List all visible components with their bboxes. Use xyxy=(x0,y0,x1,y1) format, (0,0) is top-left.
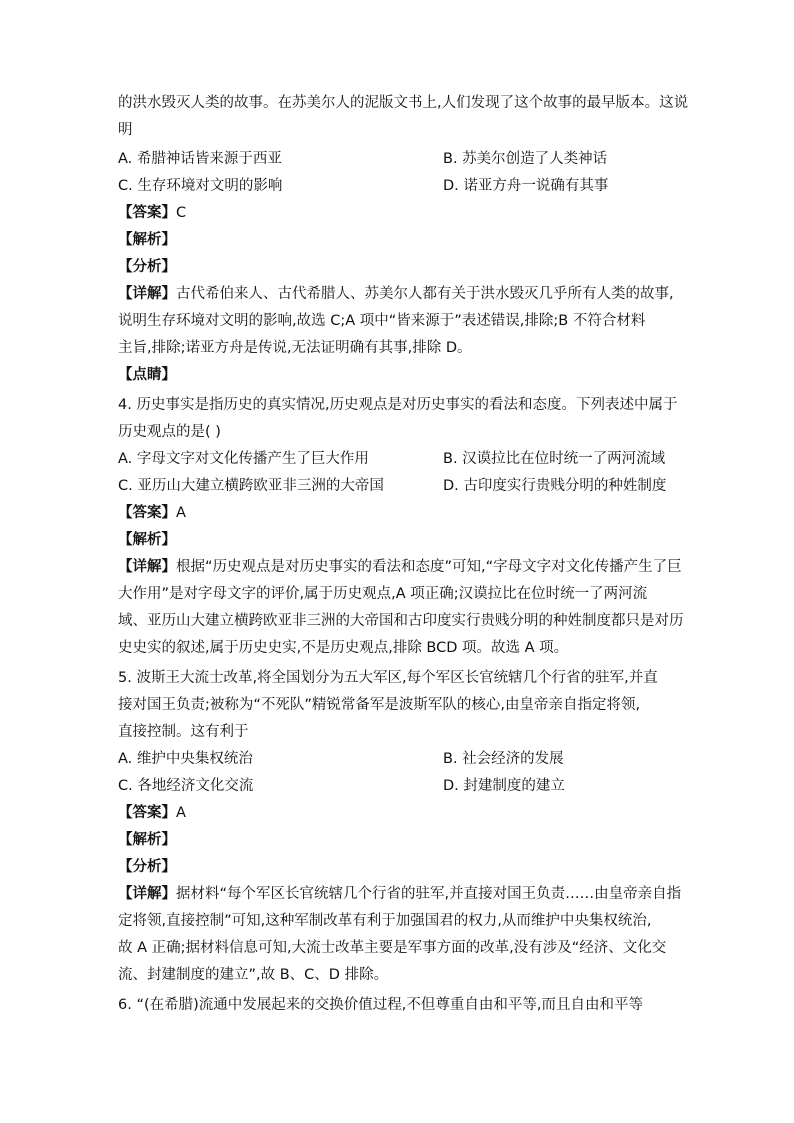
q5-option-a: A. 维护中央集权统治 xyxy=(118,751,253,767)
q4-stem-line-2: 历史观点的是( ) xyxy=(118,424,221,440)
q4-option-b: B. 汉谟拉比在位时统一了两河流域 xyxy=(443,451,666,467)
q3-answer xyxy=(118,200,678,227)
q4-xiangjie-line-4: 史史实的叙述,属于历史史实,不是历史观点,排除 BCD 项。故选 A 项。 xyxy=(118,640,569,656)
answer-tag: 【答案】 xyxy=(118,505,176,521)
q4-xiangjie-line-2: 大作用”是对字母文字的评价,属于历史观点,A 项正确;汉谟拉比在位时统一了两河流 xyxy=(118,586,648,602)
q4-stem-line-1: 4. 历史事实是指历史的真实情况,历史观点是对历史事实的看法和态度。下列表述中属于 xyxy=(118,397,678,413)
xiangjie-text: 根据“历史观点是对历史事实的看法和态度”可知,“字母文字对文化传播产生了巨 xyxy=(176,559,682,575)
q4-jiexi-tag: 【解析】 xyxy=(118,532,176,548)
q5-option-c: C. 各地经济文化交流 xyxy=(118,778,254,794)
q3-stem-line-2: 明 xyxy=(118,122,133,138)
xiangjie-text: 古代希伯来人、古代希腊人、苏美尔人都有关于洪水毁灭几乎所有人类的故事, xyxy=(176,286,674,302)
q5-stem-line-1: 5. 波斯王大流士改革,将全国划分为五大军区,每个军区长官统辖几个行省的驻军,并直 xyxy=(118,670,658,686)
answer-value: A xyxy=(176,505,186,521)
xiangjie-tag: 【详解】 xyxy=(118,559,176,575)
q4-xiangjie-line-1 xyxy=(118,554,682,581)
q3-option-c: C. 生存环境对文明的影响 xyxy=(118,178,283,194)
q3-option-a: A. 希腊神话皆来源于西亚 xyxy=(118,151,282,167)
q3-dianjing-tag: 【点睛】 xyxy=(118,367,176,383)
q4-xiangjie-line-3: 域、亚历山大建立横跨欧亚非三洲的大帝国和古印度实行贵贱分明的种姓制度都只是对历 xyxy=(118,613,684,629)
q5-jiexi-tag: 【解析】 xyxy=(118,832,176,848)
xiangjie-tag: 【详解】 xyxy=(118,286,176,302)
q5-option-b: B. 社会经济的发展 xyxy=(443,751,564,767)
q3-xiangjie-line-3: 主旨,排除;诺亚方舟是传说,无法证明确有其事,排除 D。 xyxy=(118,340,472,356)
q5-stem-line-3: 直接控制。这有利于 xyxy=(118,724,249,740)
q4-answer xyxy=(118,500,678,527)
xiangjie-text: 据材料“每个军区长官统辖几个行省的驻军,并直接对国王负责……由皇帝亲自指 xyxy=(176,886,682,902)
q4-option-c: C. 亚历山大建立横跨欧亚非三洲的大帝国 xyxy=(118,478,384,494)
q3-option-b: B. 苏美尔创造了人类神话 xyxy=(443,151,608,167)
q5-answer xyxy=(118,800,678,827)
q6-stem-line-1: 6. “(在希腊)流通中发展起来的交换价值过程,不但尊重自由和平等,而且自由和平等 xyxy=(118,997,643,1013)
q3-jiexi-tag: 【解析】 xyxy=(118,232,176,248)
answer-tag: 【答案】 xyxy=(118,205,176,221)
answer-value: A xyxy=(176,805,186,821)
q5-xiangjie-line-4: 流、封建制度的建立”,故 B、C、D 排除。 xyxy=(118,967,389,983)
q4-option-d: D. 古印度实行贵贱分明的种姓制度 xyxy=(443,478,667,494)
q3-stem-line-1: 的洪水毁灭人类的故事。在苏美尔人的泥版文书上,人们发现了这个故事的最早版本。这说 xyxy=(118,95,689,111)
q5-xiangjie-line-2: 定将领,直接控制”可知,这种军制改革有利于加强国君的权力,从而维护中央集权统治, xyxy=(118,913,652,929)
q5-fenxi-tag: 【分析】 xyxy=(118,859,176,875)
q3-xiangjie-line-1 xyxy=(118,281,678,308)
answer-tag: 【答案】 xyxy=(118,805,176,821)
q3-xiangjie-line-2: 说明生存环境对文明的影响,故选 C;A 项中“皆来源于”表述错误,排除;B 不符合材料 xyxy=(118,313,646,329)
xiangjie-tag: 【详解】 xyxy=(118,886,176,902)
q3-fenxi-tag: 【分析】 xyxy=(118,259,176,275)
q5-option-d: D. 封建制度的建立 xyxy=(443,778,565,794)
q5-xiangjie-line-3: 故 A 正确;据材料信息可知,大流士改革主要是军事方面的改革,没有涉及“经济、文化交 xyxy=(118,940,667,956)
q5-stem-line-2: 接对国王负责;被称为“不死队”精锐常备军是波斯军队的核心,由皇帝亲自指定将领, xyxy=(118,697,641,713)
q4-option-a: A. 字母文字对文化传播产生了巨大作用 xyxy=(118,451,369,467)
answer-value: C xyxy=(176,205,187,221)
q3-option-d: D. 诺亚方舟一说确有其事 xyxy=(443,178,609,194)
q5-xiangjie-line-1 xyxy=(118,881,682,908)
